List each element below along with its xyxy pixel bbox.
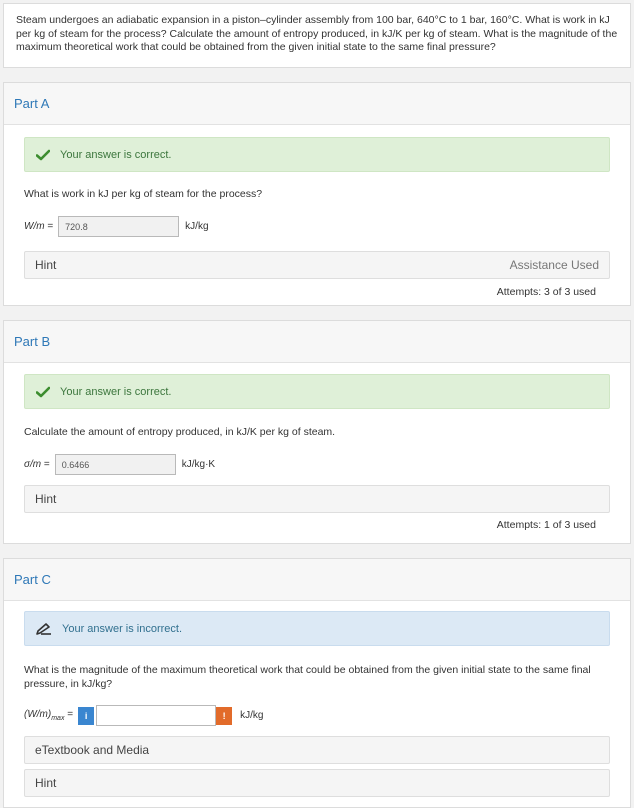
part-a-hint-bar[interactable] (24, 251, 610, 279)
part-a-hint-label: Hint (35, 258, 57, 272)
check-icon (36, 386, 50, 398)
part-a-answer-label (24, 221, 53, 232)
etextbook-label: eTextbook and Media (35, 743, 150, 757)
part-c-title: Part C (14, 572, 51, 587)
part-b-banner-text: Your answer is correct. (60, 385, 172, 398)
part-b-prompt: Calculate the amount of entropy produced, in kJ/K per kg of steam. (24, 426, 336, 438)
part-c-prompt: What is the magnitude of the maximum theoretical work that could be obtained from the given initial state to the same final pressure, in kJ/kg? (24, 664, 591, 690)
etextbook-bar[interactable] (24, 736, 610, 764)
part-b-answer-input[interactable]: 0.6466 (55, 454, 176, 475)
part-b-header[interactable] (4, 321, 630, 363)
part-b-correct-banner (24, 374, 610, 409)
part-c-label-var: (W/m) (24, 709, 52, 720)
part-c-card (3, 558, 631, 808)
part-a-attempts: Attempts: 3 of 3 used (496, 286, 596, 298)
part-b-body (4, 374, 630, 531)
part-b-attempts: Attempts: 1 of 3 used (496, 519, 596, 531)
question-card (3, 3, 631, 68)
part-c-label-eq: = (67, 709, 74, 720)
part-c-answer-input[interactable] (96, 705, 216, 726)
part-b-hint-label: Hint (35, 492, 57, 506)
part-c-banner-text: Your answer is incorrect. (62, 622, 183, 635)
part-c-hint-label: Hint (35, 776, 57, 790)
part-c-answer-row (24, 705, 610, 726)
question-text: Steam undergoes an adiabatic expansion in a piston–cylinder assembly from 100 bar, 640°C to 1 bar, 160°C. What is work in kJ per kg of steam for the process? Calculate the amount of entropy produced, in kJ/K per kg of steam. What is the magnitude of the maximum theoretical work that could be obtained from the given initial state to the same final pressure? (16, 14, 618, 53)
part-c-header[interactable] (4, 559, 630, 601)
part-b-answer-row (24, 454, 610, 475)
part-c-unit: kJ/kg (240, 710, 264, 721)
part-a-answer-input[interactable]: 720.8 (58, 216, 179, 237)
part-c-hint-bar[interactable] (24, 769, 610, 797)
info-glyph: i (84, 710, 88, 721)
part-c-incorrect-banner (24, 611, 610, 646)
part-a-body (4, 137, 630, 298)
part-a-prompt: What is work in kJ per kg of steam for the process? (24, 188, 263, 200)
part-a-title: Part A (14, 96, 50, 111)
part-c-label-sub: max (51, 715, 65, 722)
part-b-title: Part B (14, 334, 51, 349)
part-a-header[interactable] (4, 83, 630, 125)
part-b-label-var: σ/m (24, 459, 42, 470)
assistance-used-label: Assistance Used (509, 258, 599, 272)
part-b-answer-label (24, 459, 50, 470)
pencil-icon (36, 623, 52, 635)
check-icon (36, 149, 50, 161)
part-a-correct-banner (24, 137, 610, 172)
part-c-answer-label (24, 709, 73, 722)
part-a-answer-row (24, 216, 610, 237)
info-icon[interactable] (78, 707, 94, 725)
warning-glyph: ! (222, 710, 226, 721)
part-a-label-eq: = (47, 221, 54, 232)
part-b-hint-bar[interactable] (24, 485, 610, 513)
part-a-banner-text: Your answer is correct. (60, 148, 172, 161)
part-a-unit: kJ/kg (185, 221, 209, 232)
part-a-card (3, 82, 631, 306)
part-c-body (4, 611, 630, 797)
part-a-label-var: W/m (24, 221, 45, 232)
warning-icon[interactable] (216, 707, 232, 725)
part-b-card (3, 320, 631, 544)
part-b-label-eq: = (43, 459, 50, 470)
part-b-unit: kJ/kg·K (181, 459, 216, 470)
